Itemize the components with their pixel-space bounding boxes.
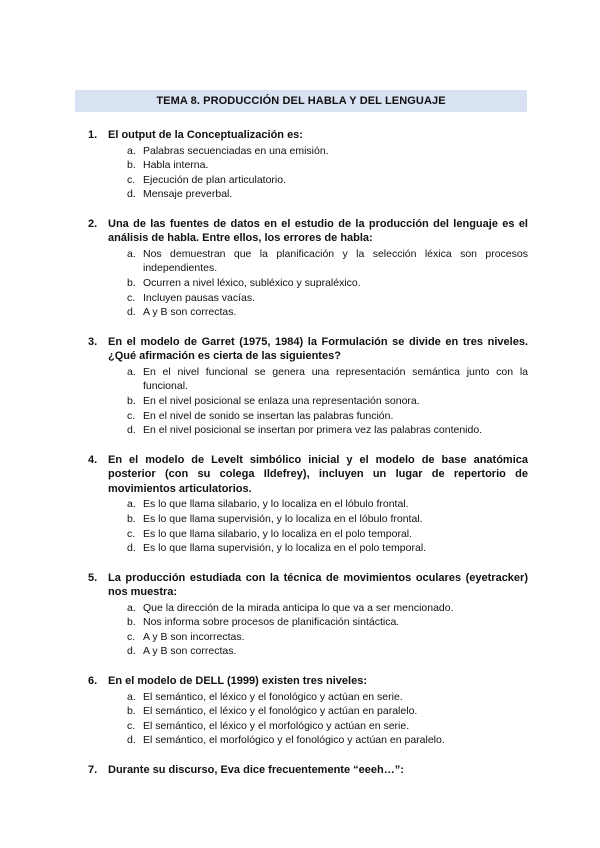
option-text: El semántico, el léxico y el fonológico y actúan en paralelo. xyxy=(143,705,418,718)
option-letter: b. xyxy=(127,277,136,290)
option-letter: d. xyxy=(127,306,136,319)
option-text: Es lo que llama silabario, y lo localiza en el lóbulo frontal. xyxy=(143,498,409,511)
option-b xyxy=(88,615,528,630)
question-6 xyxy=(88,674,528,748)
option-letter: b. xyxy=(127,512,136,525)
option-text: En el nivel de sonido se insertan las palabras función. xyxy=(143,409,394,422)
options-list xyxy=(88,601,528,659)
option-text: Incluyen pausas vacías. xyxy=(143,291,256,304)
option-c xyxy=(88,409,528,424)
option-b xyxy=(88,276,528,291)
option-letter: c. xyxy=(127,630,136,643)
option-letter: d. xyxy=(127,734,136,747)
question-text: En el modelo de Garret (1975, 1984) la Formulación se divide en tres niveles. ¿Qué afirmación es cierta de las siguientes? xyxy=(108,335,528,363)
option-d xyxy=(88,187,528,202)
option-d xyxy=(88,644,528,659)
question-number: 5. xyxy=(88,571,98,584)
option-c xyxy=(88,719,528,734)
option-b xyxy=(88,394,528,409)
option-text: El semántico, el morfológico y el fonológico y actúan en paralelo. xyxy=(143,734,445,747)
option-text: Nos demuestran que la planificación y la selección léxica son procesos independientes. xyxy=(143,247,528,275)
option-text: En el nivel posicional se insertan por primera vez las palabras contenido. xyxy=(143,424,483,437)
option-text: En el nivel posicional se enlaza una representación sonora. xyxy=(143,395,420,408)
option-letter: a. xyxy=(127,247,136,260)
option-text: En el nivel funcional se genera una representación semántica junto con la funcional. xyxy=(143,365,528,393)
question-list xyxy=(88,128,528,792)
option-text: Ocurren a nivel léxico, subléxico y supraléxico. xyxy=(143,277,361,290)
option-b xyxy=(88,512,528,527)
option-a xyxy=(88,497,528,512)
question-number: 4. xyxy=(88,453,98,466)
question-text: Durante su discurso, Eva dice frecuentemente “eeeh…”: xyxy=(108,763,404,776)
option-a xyxy=(88,601,528,616)
option-letter: a. xyxy=(127,144,136,157)
option-d xyxy=(88,423,528,438)
question-text: En el modelo de DELL (1999) existen tres niveles: xyxy=(108,675,367,688)
options-list xyxy=(88,365,528,438)
option-letter: d. xyxy=(127,188,136,201)
option-letter: c. xyxy=(127,173,136,186)
title-band xyxy=(75,90,527,112)
option-text: Es lo que llama supervisión, y lo localiza en el lóbulo frontal. xyxy=(143,512,423,525)
option-text: Nos informa sobre procesos de planificación sintáctica. xyxy=(143,616,400,629)
question-5 xyxy=(88,571,528,659)
option-text: El semántico, el léxico y el fonológico y actúan en serie. xyxy=(143,690,403,703)
option-letter: b. xyxy=(127,705,136,718)
option-letter: a. xyxy=(127,365,136,378)
option-letter: d. xyxy=(127,542,136,555)
option-text: Habla interna. xyxy=(143,159,209,172)
page-title: TEMA 8. PRODUCCIÓN DEL HABLA Y DEL LENGUAJE xyxy=(156,95,446,107)
option-c xyxy=(88,527,528,542)
question-text: La producción estudiada con la técnica de movimientos oculares (eyetracker) nos muestra: xyxy=(108,571,528,599)
option-letter: b. xyxy=(127,159,136,172)
option-a xyxy=(88,690,528,705)
option-text: A y B son incorrectas. xyxy=(143,630,245,643)
option-text: Palabras secuenciadas en una emisión. xyxy=(143,144,329,157)
option-text: Que la dirección de la mirada anticipa lo que va a ser mencionado. xyxy=(143,601,454,614)
option-b xyxy=(88,158,528,173)
option-c xyxy=(88,291,528,306)
option-letter: b. xyxy=(127,395,136,408)
option-letter: c. xyxy=(127,719,136,732)
option-letter: a. xyxy=(127,690,136,703)
option-a xyxy=(88,365,528,394)
question-number: 3. xyxy=(88,335,98,348)
options-list xyxy=(88,247,528,320)
option-b xyxy=(88,704,528,719)
question-text: En el modelo de Levelt simbólico inicial y el modelo de base anatómica posterior (con su colega Ildefrey), incluyen un lugar de repertorio de movimientos articulatorios. xyxy=(108,453,528,495)
question-text: Una de las fuentes de datos en el estudio de la producción del lenguaje es el análisis de habla. Entre ellos, los errores de habla: xyxy=(108,217,528,245)
option-a xyxy=(88,144,528,159)
option-letter: b. xyxy=(127,616,136,629)
options-list xyxy=(88,690,528,748)
option-c xyxy=(88,630,528,645)
option-text: Es lo que llama supervisión, y lo localiza en el polo temporal. xyxy=(143,542,427,555)
option-text: Es lo que llama silabario, y lo localiza en el polo temporal. xyxy=(143,527,413,540)
option-d xyxy=(88,733,528,748)
option-letter: a. xyxy=(127,498,136,511)
option-text: El semántico, el léxico y el morfológico y actúan en serie. xyxy=(143,719,410,732)
question-number: 2. xyxy=(88,217,98,230)
option-letter: d. xyxy=(127,645,136,658)
option-c xyxy=(88,173,528,188)
option-text: Ejecución de plan articulatorio. xyxy=(143,173,287,186)
option-d xyxy=(88,305,528,320)
question-1 xyxy=(88,128,528,202)
options-list xyxy=(88,144,528,202)
question-4 xyxy=(88,453,528,556)
option-letter: a. xyxy=(127,601,136,614)
options-list xyxy=(88,497,528,555)
option-text: A y B son correctas. xyxy=(143,306,237,319)
option-a xyxy=(88,247,528,276)
question-3 xyxy=(88,335,528,438)
option-text: Mensaje preverbal. xyxy=(143,188,233,201)
question-text: El output de la Conceptualización es: xyxy=(108,129,303,141)
option-text: A y B son correctas. xyxy=(143,645,237,658)
option-d xyxy=(88,541,528,556)
option-letter: c. xyxy=(127,291,136,304)
option-letter: d. xyxy=(127,424,136,437)
question-number: 7. xyxy=(88,763,98,776)
option-letter: c. xyxy=(127,409,136,422)
option-letter: c. xyxy=(127,527,136,540)
question-7 xyxy=(88,763,528,778)
question-number: 1. xyxy=(88,129,98,141)
question-number: 6. xyxy=(88,675,98,688)
question-2 xyxy=(88,217,528,320)
